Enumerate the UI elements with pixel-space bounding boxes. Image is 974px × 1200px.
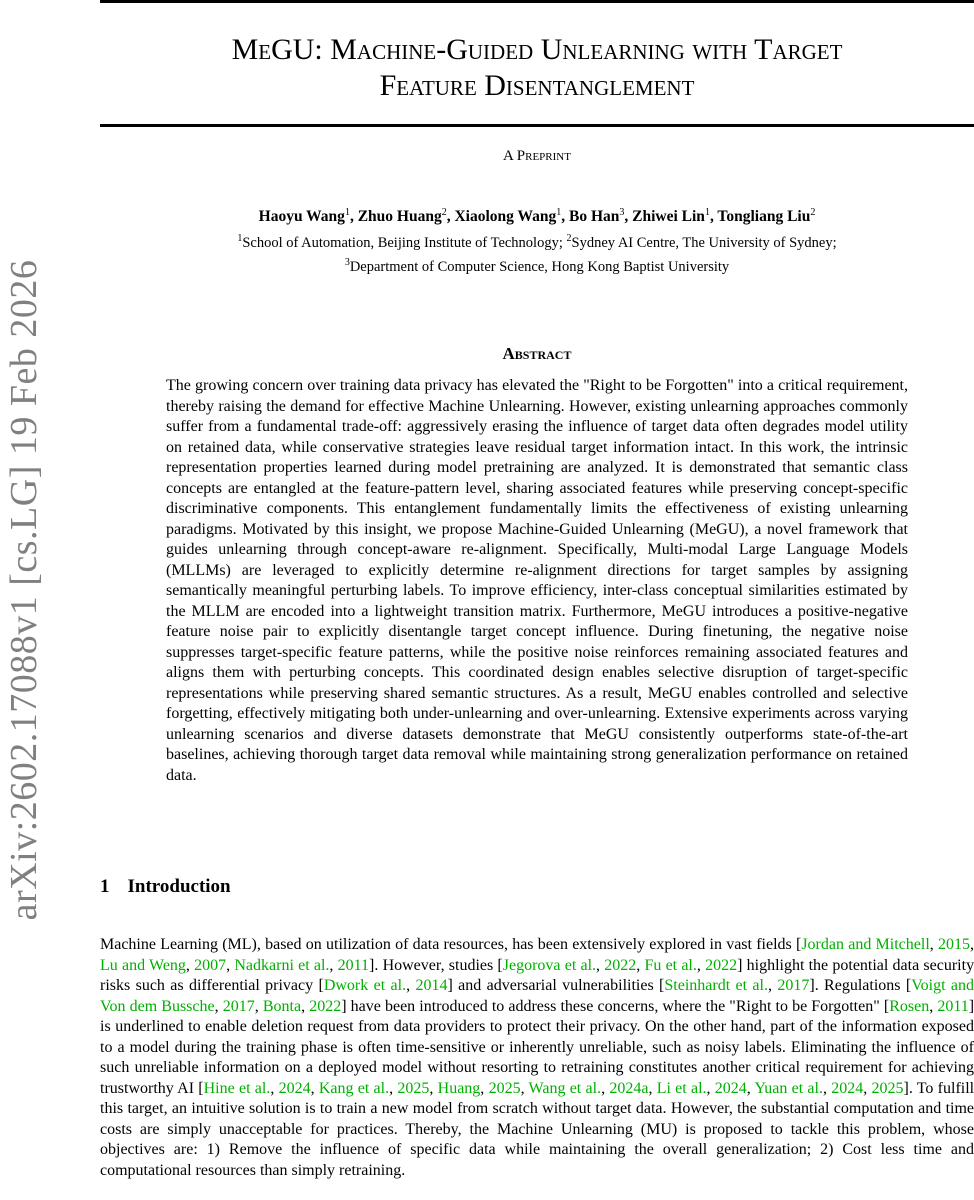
intro-text: ]. Regulations [ [809,977,912,994]
citation-link[interactable]: Yuan et al. [754,1079,823,1097]
citation-link[interactable]: Nadkarni et al. [234,956,330,974]
author [632,208,710,225]
author [358,208,447,225]
author-list: Haoyu Wang$^1$, Zhuo Huang$^2$, Xiaolong Wang$^1$, Bo Han$^3$, Zhiwei Lin$^1$, Tongliang Liu$^2$ [258,207,816,226]
citation-link[interactable]: 2024a [609,1079,649,1097]
author-affiliation-mark: 2 [441,207,447,218]
author-name: Zhiwei Lin [632,208,705,226]
citation-link[interactable]: Fu et al. [644,956,697,974]
intro-text: , [648,1079,657,1097]
intro-text: , [601,1079,610,1097]
citation-link[interactable]: 2014 [415,977,448,994]
abstract-heading: Abstract [502,344,572,363]
intro-text: ] have been introduced to address these concerns, where the "Right to be Forgotten" [ [341,997,890,1015]
intro-text: , [767,977,778,994]
affiliation-text: Department of Computer Science, Hong Kong Baptist University [349,258,730,275]
intro-text: , [226,956,235,974]
intro-text: , [329,956,338,974]
citation-link[interactable]: Li et al. [656,1079,707,1097]
intro-text: ] highlight the potential data security risks such as differential privacy [ [100,956,974,994]
intro-text: , [706,1079,715,1097]
citation-link[interactable]: Dwork et al. [323,977,407,994]
intro-text: , [310,1079,319,1097]
title-bottom-rule [100,124,974,127]
top-rule [100,0,974,3]
citation-link[interactable]: 2024 [278,1079,311,1097]
intro-text: , [389,1079,398,1097]
author-name: Zhuo Huang [357,208,442,226]
intro-text: , [596,956,605,974]
affiliation-number: 3 [344,256,350,268]
citation-link[interactable]: Lu and Weng [100,956,186,974]
introduction-paragraph [100,935,974,1181]
citation-link[interactable]: 2025 [871,1079,904,1097]
author-name: Xiaolong Wang [454,208,557,226]
affiliation-text: Sydney AI Centre, The University of Sydney; [571,234,837,251]
author-affiliation-mark: 1 [556,207,562,218]
intro-text: , [406,977,416,994]
intro-text: , [301,997,310,1015]
citation-link[interactable]: 2025 [397,1079,430,1097]
author-name: Haoyu Wang [258,208,345,226]
intro-text: , [696,956,706,974]
intro-text: , [214,997,223,1015]
citation-link[interactable]: Voigt and Von dem Bussche [100,977,974,1015]
citation-link[interactable]: 2007 [194,956,227,974]
paper-title [100,32,974,104]
citation-link[interactable]: 2022 [604,956,637,974]
citation-link[interactable]: Hine et al. [203,1079,271,1097]
affiliation-number: 1 [237,233,243,244]
citation-link[interactable]: 2015 [938,936,971,953]
citation-link[interactable]: Jegorova et al. [502,956,597,974]
citation-link[interactable]: 2017 [222,997,255,1015]
author [717,208,815,225]
citation-link[interactable]: 2024 [831,1079,864,1097]
citation-link[interactable]: Kang et al. [318,1079,390,1097]
intro-text: , [429,1079,438,1097]
author-affiliation-mark: 1 [704,207,710,218]
section-heading-introduction [100,876,231,898]
intro-text: , [970,936,974,953]
intro-text: , [863,1079,872,1097]
author-name: Tongliang Liu [717,208,811,226]
author-name: Bo Han [569,208,620,226]
author-affiliation-mark: 3 [619,207,625,218]
section-title: Introduction [127,876,231,897]
title-line-1: MeGU: Machine-Guided Unlearning with Target [231,33,843,66]
citation-link[interactable]: 2025 [488,1079,521,1097]
author [454,208,561,225]
intro-text: Machine Learning (ML), based on utilization of data resources, has been extensively explored in vast fields [ [100,936,802,953]
author-affiliation-mark: 1 [344,207,350,218]
citation-link[interactable]: Wang et al. [528,1079,602,1097]
arxiv-identifier: arXiv:2602.17088v1 [cs.LG] 19 Feb 2026 [3,259,45,921]
intro-text: , [254,997,263,1015]
intro-text: , [929,997,938,1015]
citation-link[interactable]: 2011 [937,997,969,1015]
citation-link[interactable]: Jordan and Mitchell [801,936,930,953]
citation-link[interactable]: 2024 [714,1079,747,1097]
arxiv-sidebar-stamp [4,260,44,920]
intro-text: , [480,1079,489,1097]
citation-link[interactable]: Huang [437,1079,481,1097]
citation-link[interactable]: 2011 [337,956,370,974]
citation-link[interactable]: 2017 [777,977,810,994]
author [259,208,350,225]
intro-text: , [929,936,939,953]
title-line-2: Feature Disentanglement [379,69,695,102]
intro-text: , [636,956,645,974]
intro-text: ] and adversarial vulnerabilities [ [447,977,665,994]
citation-link[interactable]: 2022 [309,997,342,1015]
section-number: 1 [100,876,110,897]
intro-text: , [185,956,195,974]
citation-link[interactable]: Steinhardt et al. [664,977,768,994]
affiliations [100,229,974,277]
author-affiliation-mark: 2 [810,207,816,218]
intro-text: ]. However, studies [ [369,956,503,974]
preprint-label: A Preprint [503,148,571,164]
citation-link[interactable]: 2022 [705,956,738,974]
abstract-body: The growing concern over training data privacy has elevated the "Right to be Forgotten" into a critical requirement, thereby raising the demand for effective Machine Unlearning. However, existing unlearning approaches commonly suffer from a fundamental trade-off: aggressively erasing the influence of target data often degrades model utility on retained data, while conservative strategies leave residual target information intact. In this work, the intrinsic representation properties learned during model pretraining are analyzed. It is demonstrated that semantic class concepts are entangled at the feature-pattern level, sharing associated features while preserving concept-specific discriminative components. This entanglement fundamentally limits the effectiveness of existing unlearning paradigms. Motivated by this insight, we propose Machine-Guided Unlearning (MeGU), a novel framework that guides unlearning through concept-aware re-alignment. Specifically, Multi-modal Large Language Models (MLLMs) are leveraged to explicitly determine re-alignment directions for target samples by assigning semantically meaningful perturbing labels. To improve efficiency, inter-class conceptual similarities estimated by the MLLM are encoded into a lightweight transition matrix. Furthermore, MeGU introduces a positive-negative feature noise pair to explicitly disentangle target concept influence. During finetuning, the negative noise suppresses target-specific feature patterns, while the positive noise reinforces remaining associated features and aligns them with perturbing concepts. This coordinated design enables selective disruption of target-specific representations while preserving shared semantic structures. As a result, MeGU enables controlled and selective forgetting, effectively mitigating both under-unlearning and over-unlearning. Extensive experiments across varying unlearning scenarios and diverse datasets demonstrate that MeGU consistently outperforms state-of-the-art baselines, achieving thorough target data removal while maintaining strong generalization performance on retained data. [166,377,908,784]
citation-link[interactable]: Rosen [889,997,930,1015]
intro-text: , [270,1079,279,1097]
citation-link[interactable]: Bonta [262,997,302,1015]
intro-text: ]. To fulfill this target, an intuitive solution is to train a new model from scratch without target data. However, the substantial computation and time costs are simply unacceptable for practices. Thereby, the Machine Unlearning (MU) is proposed to tackle this problem, whose objectives are: 1) Remove the influence of specific data while maintaining the overall generalization; 2) Cost less time and computational resources than simply retraining. [100,1079,974,1179]
author [569,208,624,225]
intro-text: , [822,1079,832,1097]
affiliation-text: School of Automation, Beijing Institute of Technology; [242,234,563,251]
intro-text: , [520,1079,529,1097]
intro-text: , [746,1079,755,1097]
intro-text: ] is underlined to enable deletion request from data providers to protect their privacy. On the other hand, part of the information exposed to a model during the training phase is often time-sensitive or inherently unreliable, such as noisy labels. Eliminating the influence of such unreliable information on a deployed model without resorting to retraining constitutes another critical requirement for achieving trustworthy AI [ [100,997,974,1097]
affiliation-number: 2 [566,233,572,244]
